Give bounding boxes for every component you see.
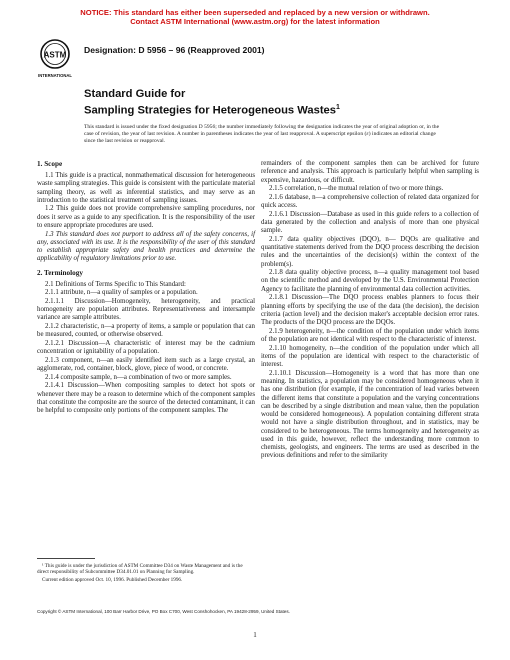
paragraph-continuation: remainders of the component samples then can be archived for future reference and analysis. This approach is particularly helpful when sampling is expensive, hazardous, or difficult. [261,160,479,184]
footnotes [37,563,255,584]
paragraph-2-1-2: 2.1.2 characteristic, n—a property of items, a sample or population that can be measured, counted, or otherwise observed. [37,322,255,339]
designation: Designation: D 5956 – 96 (Reapproved 2001) [84,45,265,55]
issuance-note: This standard is issued under the fixed designation D 5956; the number immediately following the designation indicates the year of original adoption or, in the case of revision, the year of last revision. A number in parentheses indicates the year of last reapproval. A superscript epsilon (ε) indicates an editorial change since the last revision or reapproval. [84,124,440,145]
paragraph-2-1-3: 2.1.3 component, n—an easily identified item such as a large crystal, an agglomerate, rod, container, block, glove, piece of wood, or concrete. [37,356,255,372]
notice-line-2: Contact ASTM International (www.astm.org) for the latest information [130,17,380,26]
paragraph-2-1-2-1: 2.1.2.1 Discussion—A characteristic of interest may be the cadmium concentration or ignitability of a population. [37,339,255,356]
paragraph-2-1-8-1: 2.1.8.1 Discussion—The DQO process enables planners to focus their planning efforts by specifying the use of the data (the decision), the decision criteria (action level) and the decision maker's acceptable decision error rates. The products of the DQO process are the DQOs. [261,294,479,327]
paragraph-2-1-10: 2.1.10 homogeneity, n—the condition of the population under which all items of the population are identical with respect to the characteristic of interest. [261,344,479,369]
withdrawn-notice [0,8,510,26]
title-footnote-marker: 1 [336,104,340,111]
title-line-1: Standard Guide for [84,88,186,100]
paragraph-1-3: 1.3 This standard does not purport to address all of the safety concerns, if any, associated with its use. It is the responsibility of the user of this standard to establish appropriate safety and health practices and determine the applicability of regulatory limitations prior to use. [37,230,255,263]
paragraph-2-1-4-1: 2.1.4.1 Discussion—When compositing samples to detect hot spots or whenever there may be a reason to determine which of the component samples that constitute the composite are the source of the detected contaminant, it can be helpful to composite only portions of the component samples. The [37,382,255,415]
footnote-2: Current edition approved Oct. 10, 1996. Published December 1996. [42,576,183,583]
paragraph-1-2: 1.2 This guide does not provide comprehensive sampling procedures, nor does it serve as a guide to any specification. It is the responsibility of the user to ensure appropriate procedures are used. [37,205,255,229]
notice-line-1: NOTICE: This standard has either been superseded and replaced by a new version or withdrawn. [80,8,430,17]
terminology-heading: 2. Terminology [37,268,83,277]
paragraph-2-1: 2.1 Definitions of Terms Specific to This Standard: [45,280,186,288]
copyright-line: Copyright © ASTM International, 100 Barr Harbor Drive, PO Box C700, West Conshohocken, PA 19428-2959, United States. [37,609,290,614]
logo-subtext: INTERNATIONAL [38,73,72,78]
paragraph-2-1-10-1: 2.1.10.1 Discussion—Homogeneity is a word that has more than one meaning. In statistics, a population may be considered homogeneous when it has one distribution (for example, if the concentration of lead varies between the different items that constitute a population and the varying concentrations can be described by a single distribution and mean value, then the population would be considered homogeneous). A population containing different strata would not have a single distribution throughout, and in statistics, may be considered to be heterogeneous. The terms homogeneity and heterogeneity as used in this guide, however, reflect the understanding more common to chemists, geologists, and engineers. The terms are used as described in the previous definitions and refer to the similarity [261,369,479,460]
paragraph-2-1-5: 2.1.5 correlation, n—the mutual relation of two or more things. [269,185,444,193]
title-line-2 [84,101,340,118]
paragraph-2-1-1-1: 2.1.1.1 Discussion—Homogeneity, heterogeneity, and practical homogeneity are population attributes. Representativeness and intersample variance are sample attributes. [37,297,255,322]
paragraph-2-1-1: 2.1.1 attribute, n—a quality of samples or a population. [45,289,198,297]
logo-text: ASTM [43,50,67,60]
left-column [37,160,255,416]
paragraph-2-1-4: 2.1.4 composite sample, n—a combination of two or more samples. [45,373,232,381]
right-column [261,160,479,461]
paragraph-2-1-9: 2.1.9 heterogeneity, n—the condition of the population under which items of the population are not identical with respect to the characteristic of interest. [261,327,479,343]
paragraph-2-1-6: 2.1.6 database, n—a comprehensive collection of related data organized for quick access. [261,193,479,210]
title-line-2-text: Sampling Strategies for Heterogeneous Wastes [84,104,336,117]
document-title [84,88,340,118]
astm-logo-icon [38,38,72,80]
paragraph-2-1-7: 2.1.7 data quality objectives (DQO), n— DQOs are qualitative and quantitative statements derived from the DQO process describing the decision rules and the uncertainties of the decision(s) within the context of the problem(s). [261,235,479,268]
scope-heading: 1. Scope [37,160,63,168]
page-number: 1 [253,631,257,639]
paragraph-2-1-8: 2.1.8 data quality objective process, n—a quality management tool based on the scientific method and developed by the U.S. Environmental Protection Agency to facilitate the planning of environmental data collection activities. [261,269,479,293]
footnote-divider [37,558,95,559]
footnote-1: ¹ This guide is under the jurisdiction of ASTM Committee D34 on Waste Management and is the direct responsibility of Subcommittee D34.01.01 on Planning for Sampling. [37,563,243,576]
paragraph-2-1-6-1: 2.1.6.1 Discussion—Database as used in this guide refers to a collection of data generated by the collection and analysis of more than one physical sample. [261,210,479,235]
astm-logo [38,38,72,80]
paragraph-1-1: 1.1 This guide is a practical, nonmathematical discussion for heterogeneous waste sampling strategies. This guide is consistent with the particulate material sampling theory, as well as inferential statistics, and may serve as an introduction to the statistical treatment of sampling issues. [37,172,255,204]
